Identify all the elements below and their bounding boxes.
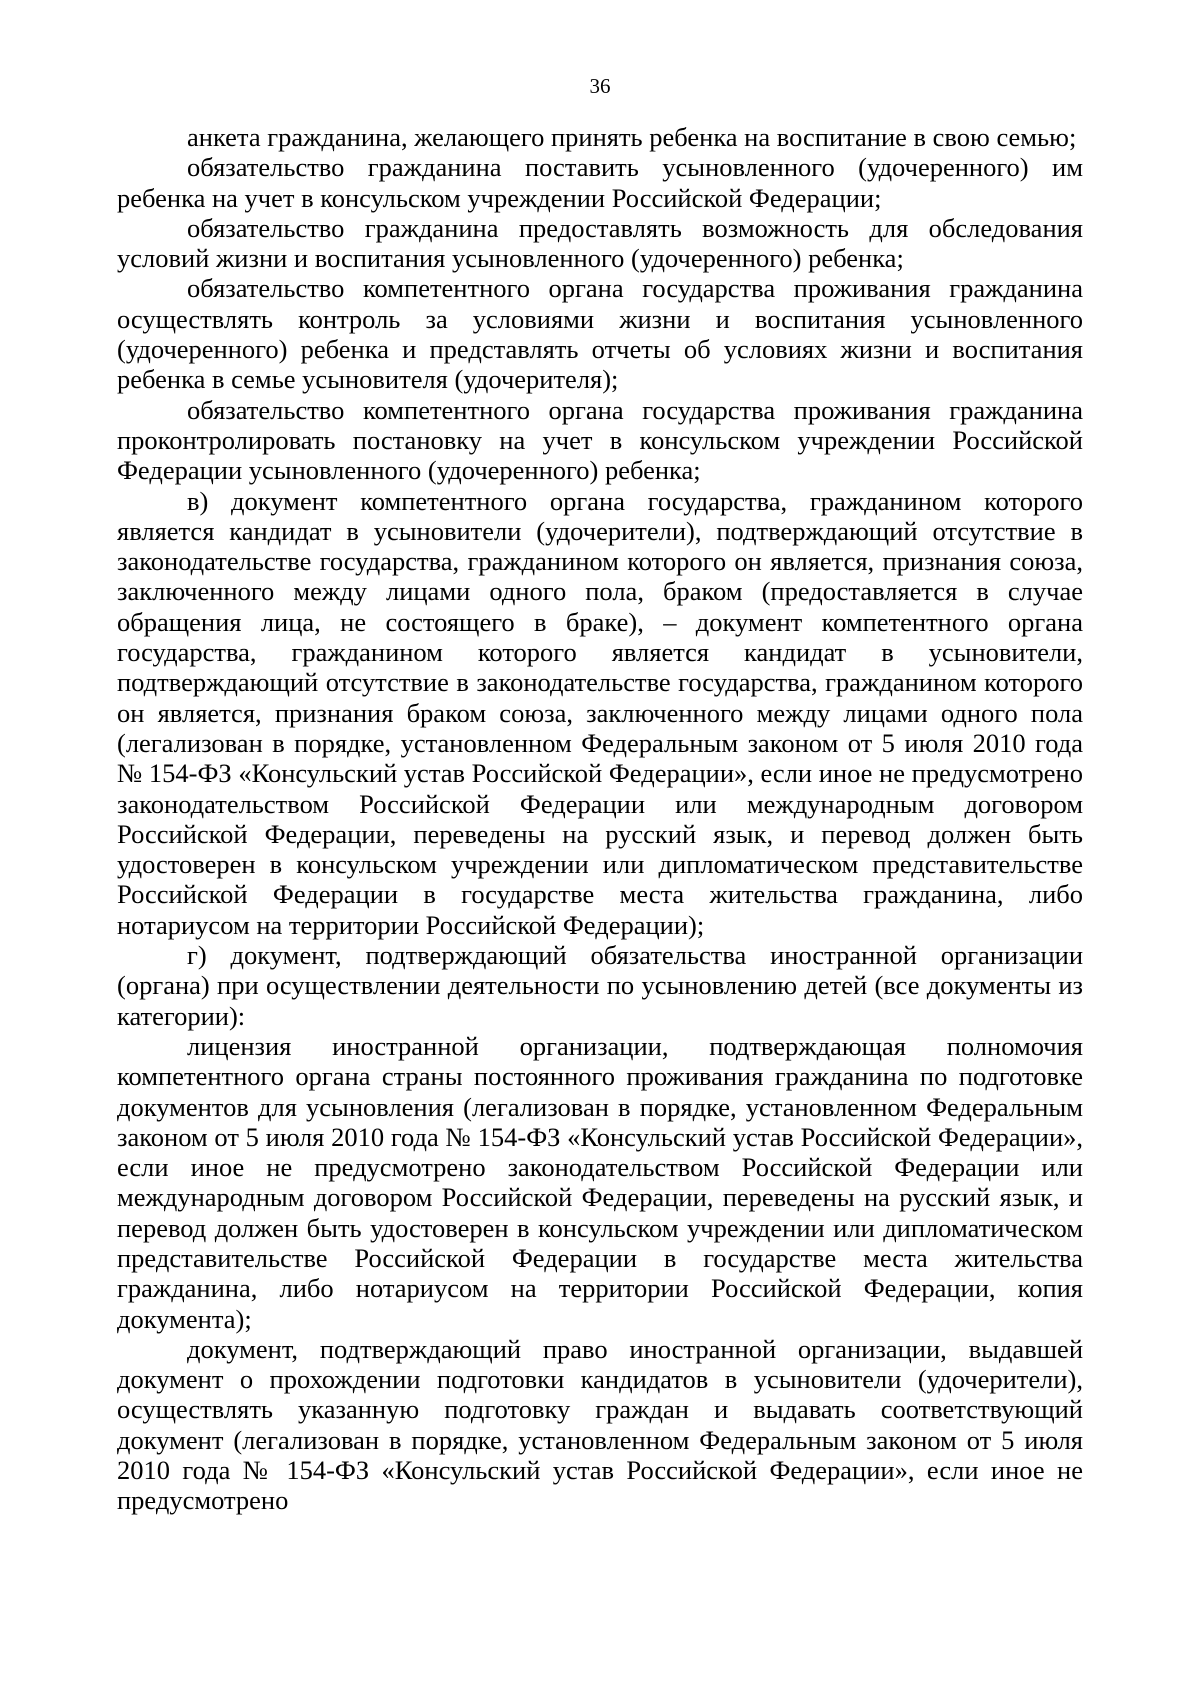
paragraph-authority-registration-check: обязательство компетентного органа государства проживания гражданина проконтролировать постановку на учет в консульском учреждении Российской Федерации усыновленного (удочеренного) ребенка;	[117, 394, 1083, 486]
paragraph-consular-registration: обязательство гражданина поставить усыновленного (удочеренного) им ребенка на учет в консульском учреждении Российской Федерации;	[117, 152, 1083, 213]
paragraph-inspection-access: обязательство гражданина предоставлять возможность для обследования условий жизни и воспитания усыновленного (удочеренного) ребенка;	[117, 212, 1083, 274]
paragraph-authority-control: обязательство компетентного органа государства проживания гражданина осуществлять контроль за условиями жизни и воспитания усыновленного (удочеренного) ребенка и представлять отчеты об условиях жизни и воспитания ребенка в семье усыновителя (удочерителя);	[117, 273, 1083, 395]
paragraph-questionnaire: анкета гражданина, желающего принять ребенка на воспитание в свою семью;	[187, 122, 1077, 152]
paragraph-license: лицензия иностранной организации, подтверждающая полномочия компетентного органа страны постоянного проживания гражданина по подготовке документов для усыновления (легализован в порядке, установленном Федеральным законом от 5 июля 2010 года № 154-ФЗ «Консульский устав Российской Федерации», если иное не предусмотрено законодательством Российской Федерации или международным договором Российской Федерации, переведены на русский язык, и перевод должен быть удостоверен в консульском учреждении или дипломатическом представительстве Российской Федерации в государстве места жительства гражданина, либо нотариусом на территории Российской Федерации, копия документа);	[117, 1030, 1083, 1334]
paragraph-item-v: в) документ компетентного органа государства, гражданином которого является кандидат в усыновители (удочерители), подтверждающий отсутствие в законодательстве государства, гражданином которого он является, признания союза, заключенного между лицами одного пола, браком (предоставляется в случае обращения лица, не состоящего в браке), – документ компетентного органа государства, гражданином которого является кандидат в усыновители, подтверждающий отсутствие в законодательстве государства, гражданином которого он является, признания браком союза, заключенного между лицами одного пола (легализован в порядке, установленном Федеральным законом от 5 июля 2010 года № 154-ФЗ «Консульский устав Российской Федерации», если иное не предусмотрено законодательством Российской Федерации или международным договором Российской Федерации, переведены на русский язык, и перевод должен быть удостоверен в консульском учреждении или дипломатическом представительстве Российской Федерации в государстве места жительства гражданина, либо нотариусом на территории Российской Федерации);	[117, 485, 1083, 940]
paragraph-item-g: г) документ, подтверждающий обязательства иностранной организации (органа) при осуществлении деятельности по усыновлению детей (все документы из категории):	[117, 940, 1083, 1031]
document-body	[117, 122, 1083, 1516]
page-number: 36	[589, 74, 611, 98]
paragraph-training-right: документ, подтверждающий право иностранной организации, выдавшей документ о прохождении подготовки кандидатов в усыновители (удочерители), осуществлять указанную подготовку граждан и выдавать соответствующий документ (легализован в порядке, установленном Федеральным законом от 5 июля 2010 года № 154-ФЗ «Консульский устав Российской Федерации», если иное не предусмотрено	[117, 1333, 1083, 1516]
